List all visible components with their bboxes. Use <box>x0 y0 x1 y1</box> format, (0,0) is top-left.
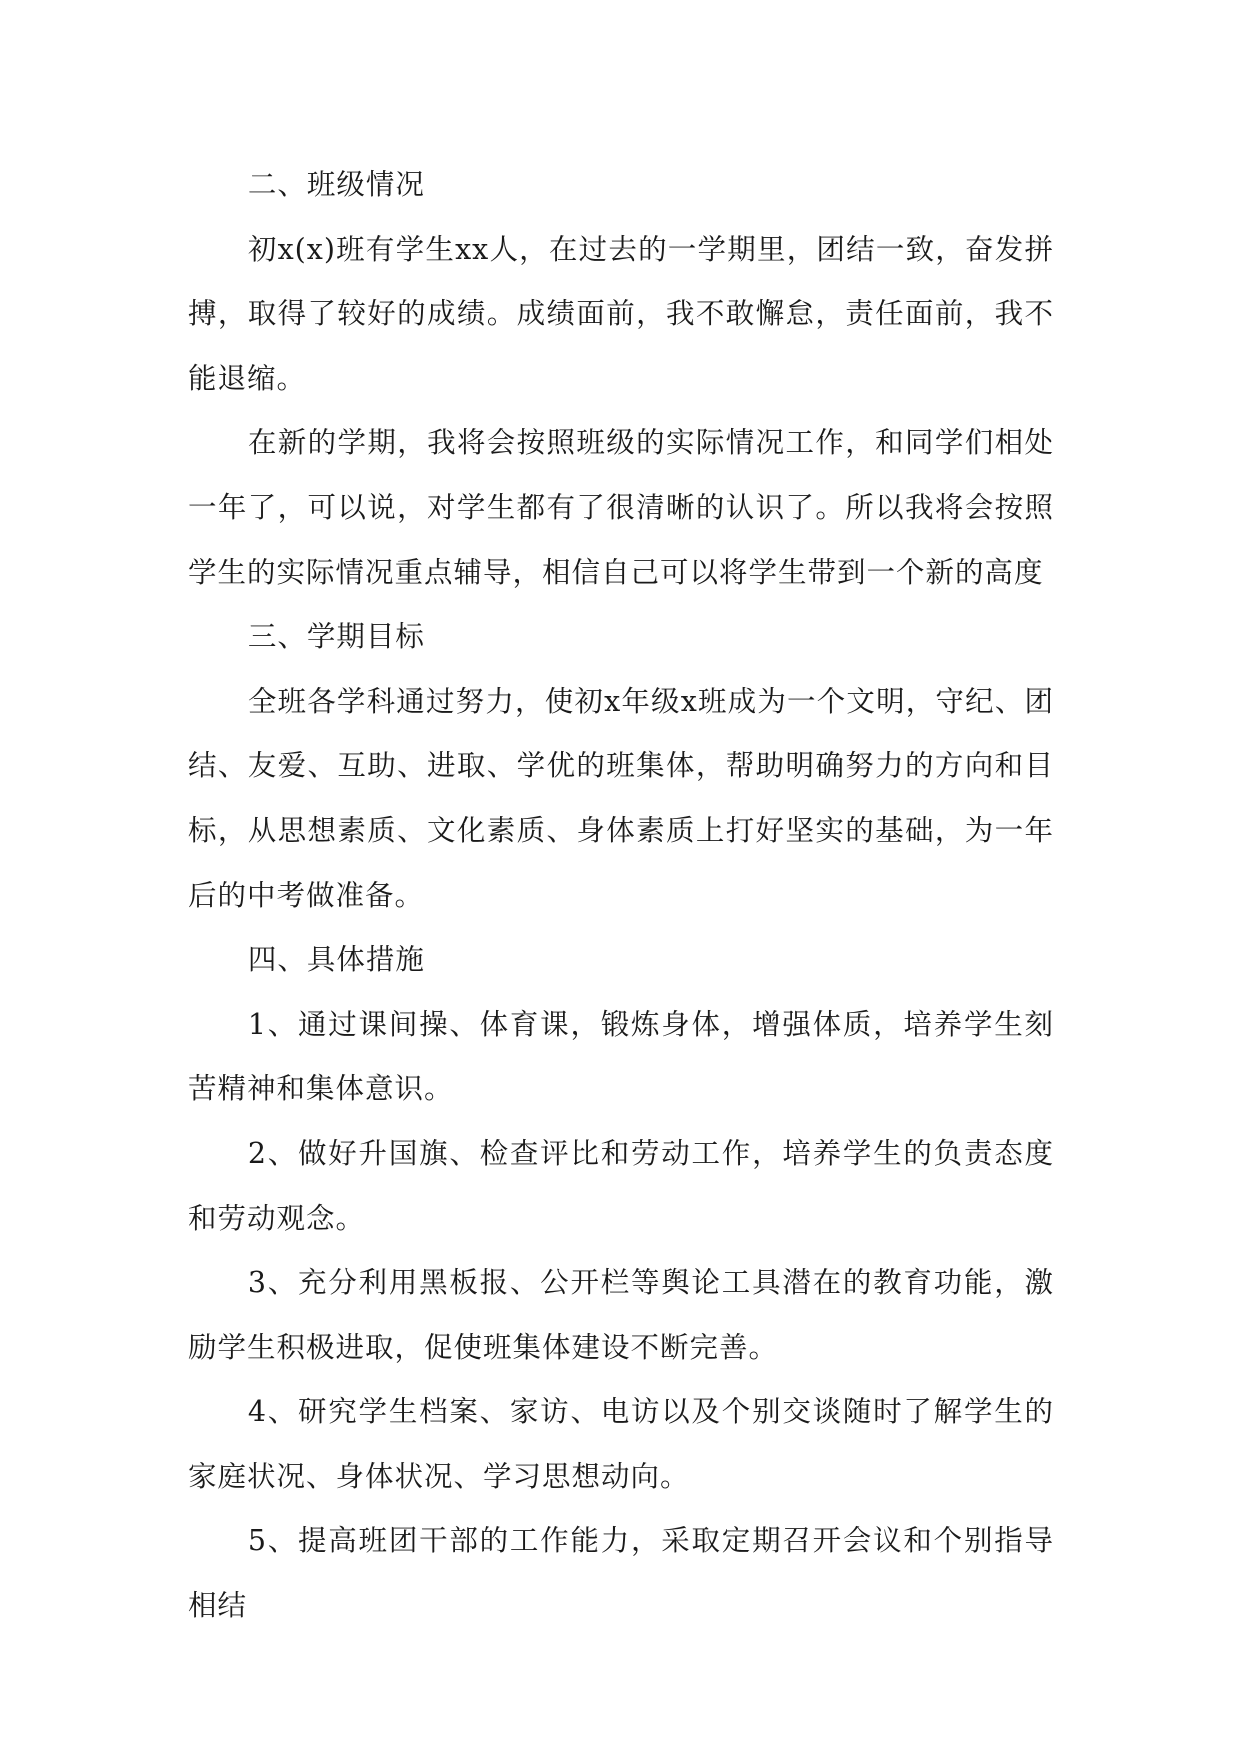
measure-item-5: 5、提高班团干部的工作能力，采取定期召开会议和个别指导相结 <box>188 1524 1054 1623</box>
paragraph-goals: 全班各学科通过努力，使初x年级x班成为一个文明，守纪、团结、友爱、互助、进取、学优的班集体，帮助明确努力的方向和目标，从思想素质、文化素质、身体素质上打好坚实的基础，为一年后的中考做准备。 <box>188 684 1054 912</box>
document-body <box>188 153 1054 1639</box>
paragraph-class-overview: 初x(x)班有学生xx人，在过去的一学期里，团结一致，奋发拼搏，取得了较好的成绩。成绩面前，我不敢懈怠，责任面前，我不能退缩。 <box>188 232 1054 395</box>
section-heading-semester-goals: 三、学期目标 <box>247 620 425 654</box>
measure-item-2: 2、做好升国旗、检查评比和劳动工作，培养学生的负责态度和劳动观念。 <box>188 1136 1054 1235</box>
section-heading-class-situation: 二、班级情况 <box>247 168 425 201</box>
measure-item-3: 3、充分利用黑板报、公开栏等舆论工具潜在的教育功能，激励学生积极进取，促使班集体建设不断完善。 <box>188 1266 1054 1364</box>
measure-item-1: 1、通过课间操、体育课，锻炼身体，增强体质，培养学生刻苦精神和集体意识。 <box>188 1007 1054 1106</box>
measure-item-4: 4、研究学生档案、家访、电访以及个别交谈随时了解学生的家庭状况、身体状况、学习思想动向。 <box>188 1395 1054 1493</box>
section-heading-measures: 四、具体措施 <box>247 943 425 977</box>
paragraph-new-semester: 在新的学期，我将会按照班级的实际情况工作，和同学们相处一年了，可以说，对学生都有了很清晰的认识了。所以我将会按照学生的实际情况重点辅导，相信自己可以将学生带到一个新的高度 <box>188 426 1054 589</box>
